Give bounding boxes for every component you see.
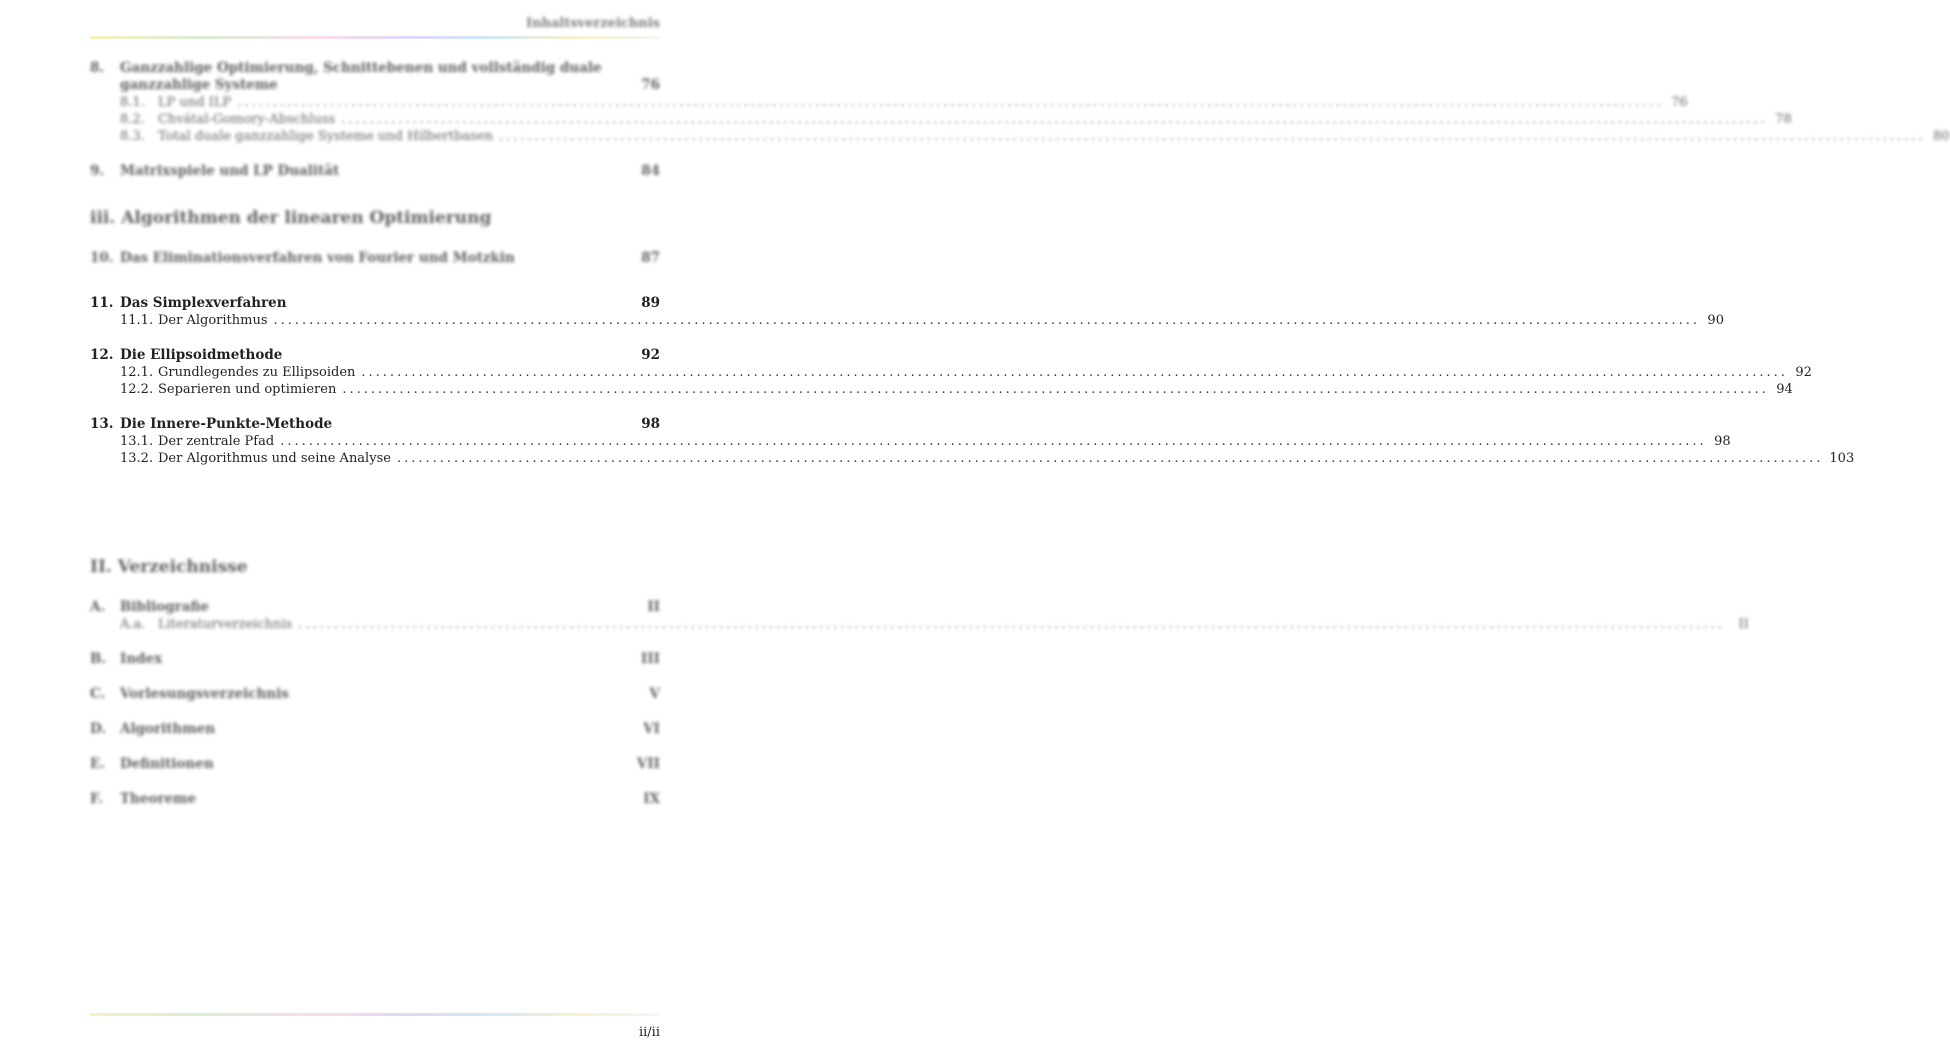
chapter-page: VI (643, 721, 660, 737)
toc-section-8-2[interactable] (90, 111, 1792, 128)
chapter-page: III (641, 651, 660, 667)
blurred-lower-toc (90, 557, 1749, 808)
chapter-number: 10. (90, 250, 114, 266)
section-number: 13.2. (120, 451, 154, 466)
section-number: 12.1. (120, 365, 154, 380)
section-title: Grundlegendes zu Ellipsoiden (158, 365, 356, 380)
toc-chapter-8[interactable] (90, 60, 660, 94)
chapter-number: C. (90, 686, 106, 702)
chapter-title: Die Ellipsoidmethode (120, 347, 283, 363)
chapter-page: II (647, 599, 660, 615)
toc-chapter-12[interactable] (90, 347, 660, 364)
toc-section-8-3[interactable] (90, 128, 1950, 145)
chapter-number: A. (90, 599, 106, 615)
toc-section-13-2[interactable] (90, 450, 1855, 467)
section-page: 78 (1775, 112, 1792, 127)
toc-chapter-9[interactable] (90, 163, 660, 180)
toc-chapter-13[interactable] (90, 416, 660, 433)
section-number: 13.1. (120, 434, 154, 449)
section-number: 12.2. (120, 382, 154, 397)
chapter-page: 76 (641, 77, 660, 93)
toc-chapter-10[interactable] (90, 250, 660, 267)
blurred-upper-toc (90, 60, 1950, 267)
chapter-page: 89 (641, 295, 660, 311)
toc-appendix-e[interactable] (90, 756, 660, 773)
section-number: 8.2. (120, 112, 145, 127)
toc-appendix-d[interactable] (90, 721, 660, 738)
chapter-title: Algorithmen (120, 721, 216, 737)
chapter-page: 98 (641, 416, 660, 432)
sharp-toc (90, 295, 1855, 467)
section-title: Der zentrale Pfad (158, 434, 275, 449)
dot-leader: ........................................................................................................................................................................................................ (237, 95, 1664, 110)
section-title: LP und ILP (158, 95, 232, 110)
toc-chapter-11[interactable] (90, 295, 660, 312)
section-number: 11.1. (120, 313, 154, 328)
chapter-page: V (649, 686, 660, 702)
dot-leader: ........................................................................................................................................................................................................ (396, 451, 1824, 466)
section-title: Separieren und optimieren (158, 382, 337, 397)
chapter-page: 84 (641, 163, 660, 179)
toc-appendix-a[interactable] (90, 599, 660, 616)
section-page: 76 (1671, 95, 1688, 110)
dot-leader: ........................................................................................................................................................................................................ (298, 617, 1725, 632)
toc-appendix-c[interactable] (90, 686, 660, 703)
table-of-contents (90, 60, 1950, 808)
dot-leader: ........................................................................................................................................................................................................ (273, 313, 1700, 328)
chapter-number: 11. (90, 295, 114, 311)
chapter-title: Definitionen (120, 756, 214, 772)
section-number: 8.3. (120, 129, 145, 144)
page-number: ii/ii (638, 1025, 660, 1040)
chapter-number: 12. (90, 347, 114, 363)
chapter-number: 9. (90, 163, 105, 179)
section-title: Chvátal-Gomory-Abschluss (158, 112, 336, 127)
chapter-page: IX (643, 791, 660, 807)
section-number: 8.1. (120, 95, 145, 110)
header-title: Inhaltsverzeichnis (525, 16, 660, 31)
header-rule (90, 36, 660, 39)
section-title: Total duale ganzzahlige Systeme und Hilbertbasen (158, 129, 494, 144)
chapter-number: E. (90, 756, 105, 772)
chapter-title: Vorlesungsverzeichnis (120, 686, 289, 702)
section-page: 90 (1707, 313, 1724, 328)
chapter-number: F. (90, 791, 103, 807)
chapter-title: Ganzzahlige Optimierung, Schnittebenen und vollständig duale ganzzahlige Systeme (120, 60, 602, 93)
section-page: 98 (1714, 434, 1731, 449)
toc-section-13-1[interactable] (90, 433, 1731, 450)
chapter-title: Die Innere-Punkte-Methode (120, 416, 333, 432)
section-page: II (1738, 617, 1749, 632)
chapter-title: Theoreme (120, 791, 197, 807)
page-header (90, 12, 660, 42)
dot-leader: ........................................................................................................................................................................................................ (341, 112, 1768, 127)
section-number: A.a. (120, 617, 146, 632)
chapter-number: B. (90, 651, 107, 667)
chapter-page: 92 (641, 347, 660, 363)
section-title: Der Algorithmus (158, 313, 268, 328)
toc-appendix-b[interactable] (90, 651, 660, 668)
footer-rule (90, 1013, 660, 1016)
chapter-title: Bibliografie (120, 599, 209, 615)
toc-section-12-2[interactable] (90, 381, 1793, 398)
chapter-title: Das Simplexverfahren (120, 295, 287, 311)
toc-section-11-1[interactable] (90, 312, 1724, 329)
toc-section-12-1[interactable] (90, 364, 1812, 381)
section-page: 103 (1829, 451, 1855, 466)
section-page: 80 (1932, 129, 1950, 144)
part-iii-title: iii. Algorithmen der linearen Optimierung (90, 208, 492, 228)
section-title: Der Algorithmus und seine Analyse (158, 451, 391, 466)
toc-section-a-a[interactable] (90, 616, 1749, 633)
chapter-title: Matrixspiele und LP Dualität (120, 163, 340, 179)
dot-leader: ........................................................................................................................................................................................................ (361, 365, 1788, 380)
chapter-page: VII (636, 756, 660, 772)
part-ii-title: II. Verzeichnisse (90, 557, 248, 577)
chapter-title: Das Eliminationsverfahren von Fourier und Motzkin (120, 250, 515, 266)
chapter-number: 13. (90, 416, 114, 432)
dot-leader: ........................................................................................................................................................................................................ (280, 434, 1707, 449)
chapter-number: D. (90, 721, 106, 737)
section-page: 92 (1795, 365, 1812, 380)
toc-section-8-1[interactable] (90, 94, 1688, 111)
chapter-title: Index (120, 651, 163, 667)
chapter-page: 87 (641, 250, 660, 266)
section-page: 94 (1776, 382, 1793, 397)
page-footer (90, 1013, 660, 1049)
toc-appendix-f[interactable] (90, 791, 660, 808)
chapter-number: 8. (90, 60, 105, 76)
dot-leader: ........................................................................................................................................................................................................ (342, 382, 1769, 397)
dot-leader: ........................................................................................................................................................................................................ (499, 129, 1926, 144)
section-title: Literaturverzeichnis (158, 617, 293, 632)
